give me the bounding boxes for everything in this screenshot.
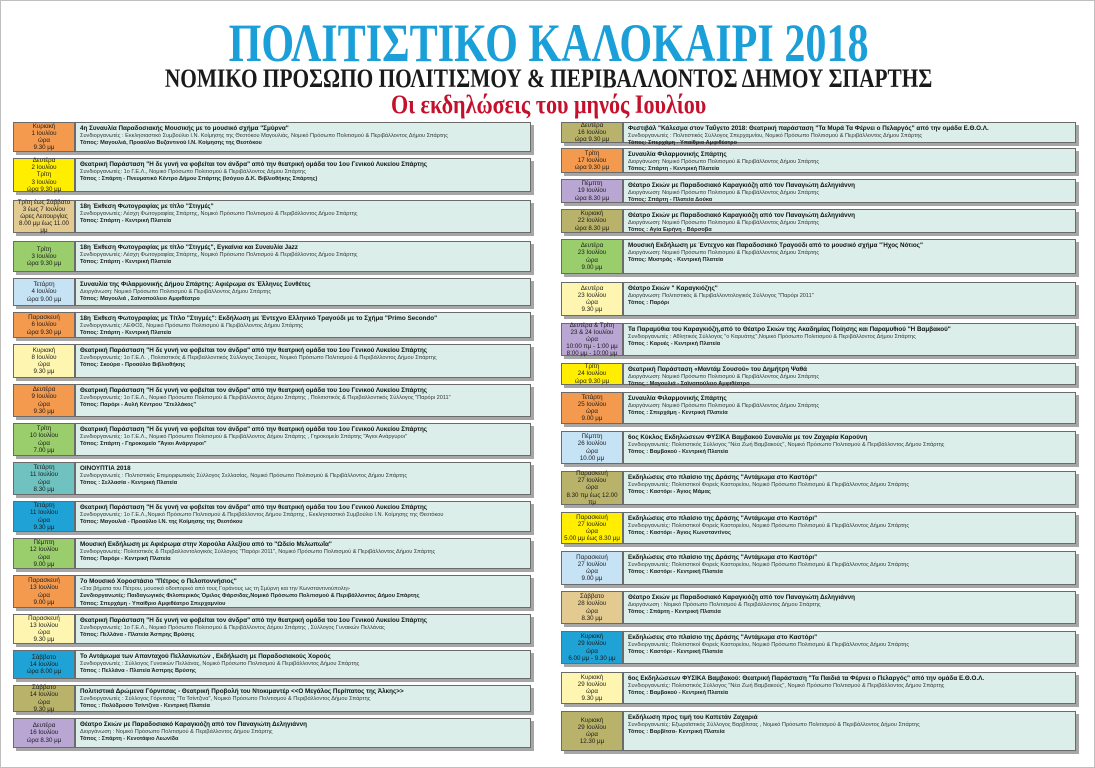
event-place: Τόπος: Σπερχάμη - Υπαίθριο Αμφιθέατρο Σπερχαμνίου — [80, 600, 226, 607]
event-details — [623, 711, 1076, 751]
event-row — [13, 575, 531, 608]
event-title: 7ο Μουσικό Χοροστάσιο "Πέτρος ο Πελοποννήσιος" — [80, 578, 237, 585]
event-row — [561, 551, 1076, 585]
event-details — [75, 344, 531, 378]
event-place: Τόπος: Σπερχάμη - Υπαίθριο Αμφιθέατρο — [628, 140, 737, 147]
event-place: Τόπος: Παρόρι - Κεντρική Πλατεία — [80, 556, 171, 563]
event-date: Δευτέρα 23 Ιουλίου ώρα 9.00 μμ — [561, 239, 623, 274]
event-organizers: Συνδιοργανωτές: ΛΕΦΟΣ, Νομικό Πρόσωπο Πολιτισμού & Περιβάλλοντος Δήμου Σπάρτης — [80, 323, 303, 329]
event-date: Πέμπτη 12 Ιουλίου ώρα 9.00 μμ — [13, 538, 75, 569]
event-organizers: Συνδιοργανωτές: 1ο Γ.Ε.Λ. , Πολιτιστικός & Περιβαλλοντικός Σύλλογος Σκούρας, Νομικό Πρόσωπο Πολιτισμού & Περιβάλλοντος Δήμου Σπάρτης — [80, 355, 437, 361]
event-row — [13, 538, 531, 569]
event-organizers: Συνδιοργανωτές: Εξωραϊστικός Σύλλογος Βαρβίτσας , Νομικό Πρόσωπο Πολιτισμού & Περιβάλλοντος Δήμου Σπάρτης — [628, 722, 920, 728]
event-organizers: Διοργάνωση: Νομικό Πρόσωπο Πολιτισμού & Περιβάλλοντος Δήμου Σπάρτης — [628, 220, 820, 226]
event-place: Τόπος : Σπάρτη - Κενοτάφιο Λεωνίδα — [80, 736, 179, 743]
event-date: Δευτέρα & Τρίτη 23 & 24 Ιουλίου ώρα 10:00 πμ - 1:00 μμ 8:00 μμ - 10:00 μμ — [561, 323, 623, 356]
event-row — [13, 158, 531, 192]
event-row — [13, 241, 531, 272]
event-row — [561, 471, 1076, 505]
event-organizers: Διοργάνωση: Νομικό Πρόσωπο Πολιτισμού & Περιβάλλοντος Δήμου Σπάρτης — [628, 250, 820, 256]
event-details — [75, 650, 531, 679]
event-details — [623, 471, 1076, 505]
event-date: Σάββατο 28 Ιουλίου ώρα 8.30 μμ — [561, 591, 623, 624]
event-date: Τρίτη 3 Ιουλίου ώρα 9.30 μμ — [13, 241, 75, 272]
event-date: Δευτέρα 2 Ιουλίου Τρίτη 3 Ιουλίου ώρα 9.30 μμ — [13, 158, 75, 192]
event-organizers: Διοργάνωση: Νομικό Πρόσωπο Πολιτισμού & Περιβάλλοντος Δήμου Σπάρτης — [628, 403, 820, 409]
event-title: Θεατρική Παράσταση "Η δε γυνή να φοβείται τον άνδρα" από την θεατρική ομάδα του 1ου Γενικού Λυκείου Σπάρτης — [80, 426, 428, 433]
event-details — [75, 685, 531, 712]
event-place: Τόπος : Βαμβακού - Κεντρική Πλατεία — [628, 449, 729, 456]
event-row — [561, 392, 1076, 424]
event-title: Θεατρική Παράσταση "Η δε γυνή να φοβείται τον άνδρα" από την θεατρική ομάδα του 1ου Γενικού Λυκείου Σπάρτης — [80, 347, 428, 354]
event-place: Τόπος: Παρόρι - Αυλή Κέντρου "Στελλάκος" — [80, 402, 197, 409]
event-date: Τρίτη 10 Ιουλίου ώρα 7.00 μμ — [13, 423, 75, 456]
event-title: Εκδηλώσεις στο πλαίσιο της Δράσης "Αντάμωμα στο Καστόρι" — [628, 474, 818, 481]
event-organizers: Συνδιοργανωτές: Πολιτιστικοί Φορείς Καστορείου, Νομικό Πρόσωπο Πολιτισμού & Περιβάλλοντος Δήμου Σπάρτης — [628, 523, 910, 529]
event-date: Δευτέρα 23 Ιουλίου ώρα 9.30 μμ — [561, 282, 623, 316]
event-title: ΟΙΝΟΥΠΤΙΑ 2018 — [80, 465, 131, 472]
event-organizers: Συνδιοργανωτές : Αθλητικός Σύλλογος "ο Καρυάτης",Νομικό Πρόσωπο Πολιτισμού & Περιβάλλοντος Δήμου Σπάρτης — [628, 334, 916, 340]
event-row — [13, 122, 531, 152]
event-details — [75, 384, 531, 417]
event-details — [75, 312, 531, 338]
event-details — [623, 323, 1076, 356]
event-date: Κυριακή 29 Ιουλίου ώρα 6.00 μμ - 9.30 μμ — [561, 631, 623, 664]
event-organizers: Συνδιοργανωτές : Σύλλογος Γυναικών Πελλάνας, Νομικό Πρόσωπο Πολιτισμού & Περιβάλλοντος Δήμου Σπάρτης — [80, 661, 360, 667]
event-organizers: Συνδιοργανωτές: Λέσχη Φωτογραφίας Σπάρτης, Νομικό Πρόσωπο Πολιτισμού & Περιβάλλοντος Δήμου Σπάρτης — [80, 211, 358, 217]
event-place: Τόπος: Σπάρτη - Πλατεία Δούκα — [628, 197, 713, 204]
event-title: Θεατρική Παράσταση "Η δε γυνή να φοβείται τον άνδρα" από την θεατρική ομάδα του 1ου Γενικού Λυκείου Σπάρτης — [80, 387, 428, 394]
event-date: Κυριακή 22 Ιουλίου ώρα 8.30 μμ — [561, 209, 623, 233]
event-place: Τόπος : Παρόρι — [628, 300, 670, 307]
event-place: Τόπος: Σπάρτη - Κεντρική Πλατεία — [80, 330, 172, 337]
event-place: Τόπος : Βαμβακού - Κεντρική Πλατεία — [628, 690, 729, 697]
event-title: Πολιτιστικά Δρώμενα Γόρνιτσας - Θεατρική Προβολή του Ντοκιμαντέρ <<Ο Μεγάλος Περίπατος της Άλκης>> — [80, 688, 404, 695]
event-row — [13, 501, 531, 532]
event-title: Φεστιβάλ "Κάλεσμα στον Ταΰγετο 2018: Θεατρική παράσταση "Τα Μυρά Τα Φέρνει ο Πελαργός" από την ομάδα Ε.Θ.Ο.Λ. — [628, 125, 989, 132]
event-details — [75, 718, 531, 748]
event-title: Συναυλία Φιλαρμονικής Σπάρτης — [628, 151, 727, 158]
event-organizers: Συνδιοργανωτές: Πολιτιστικός Σύλλογος "Νέα Ζωή Βαμβακούς", Νομικό Πρόσωπο Πολιτισμού & Περιβάλλοντος Δήμου Σπάρτης — [628, 683, 945, 689]
event-place: Τόπος : Καστόρι - Κεντρική Πλατεία — [628, 649, 723, 656]
event-details — [623, 631, 1076, 664]
event-organizers: Διοργάνωση: Νομικό Πρόσωπο Πολιτισμού & Περιβάλλοντος Δήμου Σπάρτης — [628, 159, 820, 165]
event-organizers: Συνδιοργανωτές: 1ο Γ.Ε.Λ., Νομικό Πρόσωπο Πολιτισμού & Περιβάλλοντος Δήμου Σπάρτης , Πολιτιστικός & Περιβαλλοντικός Σύλλογος "Παρόρι 2011" — [80, 395, 451, 401]
event-title: Εκδήλωση προς τιμή του Καπετάν Ζαχαριά — [628, 714, 758, 721]
event-organizers: Διοργάνωση : Νομικό Πρόσωπο Πολιτισμού & Περιβάλλοντος Δήμου Σπάρτης — [80, 729, 273, 735]
event-title: Εκδηλώσεις στο πλαίσιο της Δράσης "Αντάμωμα στο Καστόρι" — [628, 634, 818, 641]
event-organizers: Συνδιοργανωτές: 1ο Γ.Ε.Λ., Νομικό Πρόσωπο Πολιτισμού & Περιβάλλοντος Δήμου Σπάρτης , Γηροκομείο Σπάρτης "Άγιοι Ανάργυροι" — [80, 434, 407, 440]
event-place: Τόπος : Βαρβίτσα- Κεντρική Πλατεία — [628, 729, 725, 736]
event-place: Τόπος : Σπερχάμη - Κεντρική Πλατεία — [628, 410, 728, 417]
event-title: Μουσική Εκδήλωση με Έντεχνο και Παραδοσιακό Τραγούδι από το μουσικό σχήμα "Ήχος Νότιος" — [628, 242, 923, 249]
event-title: Θέατρο Σκιών με Παραδοσιακό Καραγκιόζη από τον Παναγιώτη Δεληγιάννη — [628, 182, 855, 189]
event-title: Θέατρο Σκιών με Παραδοσιακό Καραγκιόζη από τον Παναγιώτη Δεληγιάννη — [80, 721, 307, 728]
event-row — [561, 121, 1076, 147]
event-place: Τόπος : Σπάρτη - Κεντρική Πλατεία — [628, 609, 721, 616]
event-place: Τόπος : Καρυές - Κεντρική Πλατεία — [628, 341, 721, 348]
event-row — [561, 282, 1076, 316]
event-date: Δευτέρα 9 Ιουλίου ώρα 9.30 μμ — [13, 384, 75, 417]
event-organizers: Συνδιοργανωτές: Πολιτιστικός & Περιβαλλοντολογικός Σύλλογος "Παρόρι 2011", Νομικό Πρόσωπο Πολιτισμού & Περιβάλλοντος Δήμου Σπάρτης — [80, 549, 436, 555]
event-title: 18η Έκθεση Φωτογραφίας με τίτλο "Στιγμές", Εγκαίνια και Συναυλία Jazz — [80, 244, 298, 251]
event-date: Παρασκευή 27 Ιουλίου ώρα 8.30 πμ έως 12.00 πμ — [561, 471, 623, 505]
event-place: Τόπος : Αγία Ειρήνη - Βάρσοβα — [628, 227, 712, 234]
event-row — [13, 614, 531, 644]
event-title: Συναυλία Φιλαρμονικής Σπάρτης — [628, 395, 727, 402]
event-place: Τόπος: Σκούρα - Προαύλιο Βιβλιοθήκης — [80, 362, 186, 369]
event-details — [623, 209, 1076, 233]
event-place: Τόπος: Σπάρτη - Κεντρική Πλατεία — [80, 218, 172, 225]
event-row — [561, 323, 1076, 356]
event-date: Τρίτη έως Σάββατο 3 έως 7 Ιουλίου ώρες Λειτουργίας 8.00 μμ έως 11.00 μμ — [13, 200, 75, 233]
event-date: Κυριακή 29 Ιουλίου ώρα 9.30 μμ — [561, 672, 623, 704]
event-organizers: Διοργάνωση: Νομικό Πρόσωπο Πολιτισμού & Περιβάλλοντος Δήμου Σπάρτης — [628, 190, 820, 196]
event-details — [623, 672, 1076, 704]
event-organizers: Συνδιοργανωτές: 1ο Γ.Ε.Λ.,Νομικό Πρόσωπο Πολιτισμού & Περιβάλλοντος Δήμου Σπάρτης , Εκκλησιαστικό Συμβούλιο Ι.Ν. Κοίμησης της Θεοτόκου — [80, 512, 444, 518]
event-details — [623, 239, 1076, 274]
event-date: Τρίτη 17 Ιουλίου ώρα 9.30 μμ — [561, 148, 623, 173]
event-title: Θεατρική Παράσταση "Η δε γυνή να φοβείται τον άνδρα" από την θεατρική ομάδα του 1ου Γενικού Λυκείου Σπάρτης — [80, 161, 428, 168]
event-date: Σάββατο 14 Ιουλίου ώρα 9.30 μμ — [13, 685, 75, 712]
event-details — [623, 431, 1076, 464]
event-row — [561, 631, 1076, 664]
event-title: Θεατρική Παράσταση «Μαντάμ Σουσού» του Δημήτρη Ψαθά — [628, 366, 807, 373]
event-details — [75, 538, 531, 569]
event-details — [75, 122, 531, 152]
event-place: Τόπος : Πελλάνα - Πλατεία Άσπρης Βρύσης — [80, 668, 196, 675]
event-organizers: Συνδιοργανωτές: Πολιτιστικοί Φορείς Καστορείου, Νομικό Πρόσωπο Πολιτισμού & Περιβάλλοντος Δήμου Σπάρτης — [628, 482, 910, 488]
event-date: Δευτέρα 16 Ιουλίου ώρα 8.30 μμ — [13, 718, 75, 748]
event-title: 6ος Κύκλος Εκδηλώσεων ΦΥΣΙΚΑ Βαμβακού Συναυλία με τον Ζαχαρία Καρούνη — [628, 434, 868, 441]
event-date: Παρασκευή 13 Ιουλίου ώρα 9.00 μμ — [13, 575, 75, 608]
event-date: Κυριακή 8 Ιουλίου ώρα 9.30 μμ — [13, 344, 75, 378]
event-title: Εκδηλώσεις στο πλαίσιο της Δράσης "Αντάμωμα στο Καστόρι" — [628, 554, 818, 561]
event-organizers: Διοργάνωση: Νομικό Πρόσωπο Πολιτισμού & Περιβάλλοντος Δήμου Σπάρτης — [628, 374, 820, 380]
event-row — [561, 239, 1076, 274]
event-organizers: Συνδιοργανωτές : Πολιτιστικός Σύλλογος Σπερχαμνίου, Νομικό Πρόσωπο Πολιτισμού & Περιβάλλοντος Δήμου Σπάρτης — [628, 133, 923, 139]
event-date: Τετάρτη 11 Ιουλίου ώρα 8.30 μμ — [13, 462, 75, 495]
event-row — [13, 650, 531, 679]
event-row — [561, 431, 1076, 464]
event-row — [561, 591, 1076, 624]
event-row — [13, 344, 531, 378]
event-date: Δευτέρα 16 Ιουλίου ώρα 9.30 μμ — [561, 122, 623, 143]
event-details — [75, 158, 531, 192]
event-details — [75, 241, 531, 272]
event-place: Τόπος: Σπάρτη - Γηροκομείο "Άγιοι Ανάργυροι" — [80, 441, 207, 448]
event-place: Τόπος: Σπάρτη - Κεντρική Πλατεία — [628, 166, 720, 173]
event-place: Τόπος : Μαγουλιά - Σαϊνοπούλειο Αμφιθέατρο — [628, 381, 750, 388]
event-place: Τόπος : Καστόρι - Άγιος Μάμας — [628, 489, 711, 496]
event-details — [623, 179, 1076, 203]
event-row — [13, 423, 531, 456]
event-details — [623, 512, 1076, 544]
event-row — [13, 278, 531, 306]
event-date: Πέμπτη 19 Ιουλίου ώρα 8.30 μμ — [561, 179, 623, 203]
event-organizers: Συνδιοργανωτές: Πολιτιστικός Σύλλογος "Νέα Ζωή Βαμβακούς", Νομικό Πρόσωπο Πολιτισμού & Περιβάλλοντος Δήμου Σπάρτης — [628, 442, 945, 448]
event-organizers: Διοργάνωση : Νομικό Πρόσωπο Πολιτισμού & Περιβάλλοντος Δήμου Σπάρτης — [628, 602, 821, 608]
event-organizers: Συνδιοργανωτές: 1ο Γ.Ε.Λ., Νομικό Πρόσωπο Πολιτισμού & Περιβάλλοντος Δήμου Σπάρτης — [80, 169, 306, 175]
event-date: Τρίτη 24 Ιουλίου ώρα 9.30 μμ — [561, 363, 623, 385]
event-details — [623, 551, 1076, 585]
event-row — [561, 148, 1076, 173]
event-title: Συναυλία της Φιλαρμονικής Δήμου Σπάρτης: Αφιέρωμα σε Έλληνες Συνθέτες — [80, 281, 311, 288]
event-row — [13, 384, 531, 417]
event-details — [623, 148, 1076, 173]
page-subtitle: ΝΟΜΙΚΟ ΠΡΟΣΩΠΟ ΠΟΛΙΤΙΣΜΟΥ & ΠΕΡΙΒΑΛΛΟΝΤΟΣ ΔΗΜΟΥ ΣΠΑΡΤΗΣ — [164, 64, 933, 93]
event-row — [13, 718, 531, 748]
event-organizers: Διοργάνωση: Πολιτιστικός & Περιβαλλοντολογικός Σύλλογος "Παρόρι 2011" — [628, 293, 814, 299]
event-place: Τόπος: Μαγουλιά, Προαύλιο Βυζαντινού Ι.Ν. Κοίμησης της Θεοτόκου — [80, 140, 262, 147]
event-title: Θεατρική Παράσταση "Η δε γυνή να φοβείται τον άνδρα" από την θεατρική ομάδα του 1ου Γενικού Λυκείου Σπάρτης — [80, 617, 428, 624]
event-details — [623, 122, 1076, 147]
event-title: Θέατρο Σκιών " Καραγκιόζης" — [628, 285, 718, 292]
event-date: Κυριακή 29 Ιουλίου ώρα 12.30 μμ — [561, 711, 623, 751]
event-date: Παρασκευή 6 Ιουλίου ώρα 9.30 μμ — [13, 312, 75, 338]
event-row — [561, 512, 1076, 544]
event-details — [75, 462, 531, 495]
event-title: 18η Έκθεση Φωτογραφίας με τίτλο "Στιγμές" — [80, 203, 214, 210]
event-date: Παρασκευή 13 Ιουλίου ώρα 9.30 μμ — [13, 614, 75, 644]
event-details — [623, 363, 1076, 388]
event-place: Τόπος: Μυστράς - Κεντρική Πλατεία — [628, 257, 724, 264]
event-place: Συνδιοργανωτές: Παιδαγωγικός Φιλοπερικός Όμιλος Φάρσιδας,Νομικό Πρόσωπο Πολιτισμού & Περιβάλλοντος Δήμου Σπάρτης — [80, 593, 420, 600]
event-place: Τόπος : Σελλασία - Κεντρική Πλατεία — [80, 480, 178, 487]
event-organizers: Συνδιοργανωτές: Λέσχη Φωτογραφίας Σπάρτης, Νομικό Πρόσωπο Πολιτισμού & Περιβάλλοντος Δήμου Σπάρτης — [80, 252, 358, 258]
event-date: Τετάρτη 4 Ιουλίου ώρα 9.00 μμ — [13, 278, 75, 306]
page-title: ΠΟΛΙΤΙΣΤΙΚΟ ΚΑΛΟΚΑΙΡΙ 2018 — [228, 13, 869, 73]
event-organizers: Συνδιοργανωτές: Πολιτιστικοί Φορείς Καστορείου, Νομικό Πρόσωπο Πολιτισμού & Περιβάλλοντος Δήμου Σπάρτης — [628, 562, 910, 568]
event-organizers: «Στα βήματα του Πέτρου, μουσικό οδοιπορικό από τους Γοράνους ως τη Σμύρνη και την Κωνσταντινούπολη» — [80, 586, 350, 592]
event-row — [13, 462, 531, 495]
event-title: 6ος Εκδηλώσεων ΦΥΣΙΚΑ Βαμβακού: Θεατρική Παράσταση "Τα Παιδιά τα Φέρνει ο Πελαργός" από την ομάδα Ε.Θ.Ο.Λ. — [628, 675, 985, 682]
event-place: Τόπος : Καστόρι - Κεντρική Πλατεία — [628, 569, 723, 576]
event-row — [13, 685, 531, 712]
event-organizers: Συνδιοργανωτές: Πολιτιστικοί Φορείς Καστορείου, Νομικό Πρόσωπο Πολιτισμού & Περιβάλλοντος Δήμου Σπάρτης — [628, 642, 910, 648]
event-details — [75, 200, 531, 233]
event-row — [561, 179, 1076, 203]
event-details — [75, 575, 531, 608]
event-title: 18η Έκθεση Φωτογραφίας με Τίτλο "Στιγμές": Εκδήλωση με Έντεχνο Ελληνικό Τραγούδι με το Σχήμα "Primo Secondo" — [80, 315, 438, 322]
event-date: Παρασκευή 27 Ιουλίου ώρα 9.00 μμ — [561, 551, 623, 585]
event-row — [13, 200, 531, 233]
event-title: Εκδηλώσεις στο πλαίσιο της Δράσης "Αντάμωμα στο Καστόρι" — [628, 515, 818, 522]
event-place: Τόπος : Πολύδροσο Τσίντζινα - Κεντρική Πλατεία — [80, 703, 210, 710]
event-date: Τετάρτη 11 Ιουλίου ώρα 9.30 μμ — [13, 501, 75, 532]
event-place: Τόπος: Σπάρτη - Κεντρική Πλατεία — [80, 259, 172, 266]
event-place: Τόπος : Σπάρτη - Πνευματικό Κέντρο Δήμου Σπάρτης (Ισόγειο Δ.Κ. Βιβλιοθήκης Σπάρτης) — [80, 176, 318, 183]
event-details — [75, 423, 531, 456]
event-date: Σάββατο 14 Ιουλίου ώρα 8.00 μμ — [13, 650, 75, 679]
event-date: Τετάρτη 25 Ιουλίου ώρα 9.00 μμ — [561, 392, 623, 424]
event-row — [561, 209, 1076, 233]
event-details — [623, 591, 1076, 624]
event-organizers: Συνδιοργανωτές: 1ο Γ.Ε.Λ., Νομικό Πρόσωπο Πολιτισμού & Περιβάλλοντος Δήμου Σπάρτης , Σύλλογος Γυναικών Πελλάνας — [80, 625, 385, 631]
event-row — [13, 312, 531, 338]
event-details — [75, 614, 531, 644]
event-details — [75, 501, 531, 532]
event-title: Θέατρο Σκιών με Παραδοσιακό Καραγκιόζη από τον Παναγιώτη Δεληγιάννη — [628, 212, 855, 219]
event-date: Παρασκευή 27 Ιουλίου ώρα 5.00 μμ έως 8.30 μμ — [561, 512, 623, 544]
event-row — [561, 711, 1076, 751]
event-row — [561, 363, 1076, 388]
event-title: 4η Συναυλία Παραδοσιακής Μουσικής με το μουσικό σχήμα "Σμύρνα" — [80, 125, 289, 132]
event-title: Θέατρο Σκιών με Παραδοσιακό Καραγκιόζη από τον Παναγιώτη Δεληγιάννη — [628, 594, 855, 601]
event-details — [75, 278, 531, 306]
event-place: Τόπος: Πελλάνα - Πλατεία Άσπρης Βρύσης — [80, 632, 195, 639]
event-organizers: Διοργάνωση: Νομικό Πρόσωπο Πολιτισμού & Περιβάλλοντος Δήμου Σπάρτης — [80, 289, 272, 295]
event-organizers: Συνδιοργανωτές : Εκκλησιαστικό Συμβούλιο Ι.Ν. Κοίμησης της Θεοτόκου Μαγουλιάς, Νομικό Πρόσωπο Πολιτισμού & Περιβάλλοντος Δήμου Σπάρτης — [80, 133, 448, 139]
event-details — [623, 392, 1076, 424]
event-date: Πέμπτη 26 Ιουλίου ώρα 10.00 μμ — [561, 431, 623, 464]
event-title: Θεατρική Παράσταση "Η δε γυνή να φοβείται τον άνδρα" από την θεατρική ομάδα του 1ου Γενικού Λυκείου Σπάρτης — [80, 504, 428, 511]
month-heading: Οι εκδηλώσεις του μηνός Ιουλίου — [390, 90, 707, 119]
event-organizers: Συνδιοργανωτές : Πολιτιστικός Επιμορφωτικός Σύλλογος Σελλασίας, Νομικό Πρόσωπο Πολιτισμού & Περιβάλλοντος Δήμου Σπάρτης — [80, 473, 408, 479]
event-title: Το Αντάμωμα των Απανταχού Πελλανιωτών , Εκδήλωση με Παραδοσιακούς Χορούς — [80, 653, 331, 660]
event-place: Τόπος: Μαγουλιά - Προαύλιο Ι.Ν. της Κοίμησης της Θεοτόκου — [80, 519, 243, 526]
event-date: Κυριακή 1 Ιουλίου ώρα 9.30 μμ — [13, 122, 75, 152]
event-place: Τόπος : Καστόρι - Άγιος Κωνσταντίνος — [628, 530, 731, 537]
event-organizers: Συνδιοργανωτές : Σύλλογος Γόρνιτσας "Τα Τσίντζινα", Νομικό Πρόσωπο Πολιτισμού & Περιβάλλοντος Δήμου Σπάρτης — [80, 696, 371, 702]
event-details — [623, 282, 1076, 316]
event-title: Τα Παραμύθια του Καραγκιόζη,από το Θέατρο Σκιών της Ακαδημίας Ποίησης και Παραμυθιού "Η Βαμβακού" — [628, 326, 951, 333]
event-title: Μουσική Εκδήλωση με Αφιέρωμα στην Χαρούλα Αλεξίου από το "Ωδείο Μελωπωΐα" — [80, 541, 332, 548]
event-row — [561, 672, 1076, 704]
event-place: Τόπος: Μαγουλιά , Σαϊνοπούλειο Αμφιθέατρο — [80, 296, 200, 303]
